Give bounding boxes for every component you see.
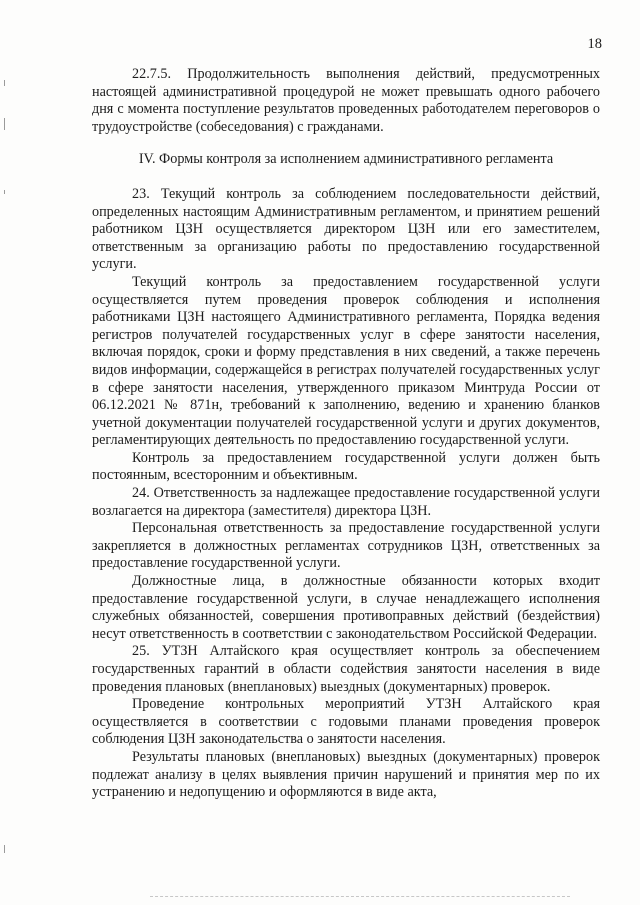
scan-margin-mark — [4, 118, 5, 130]
paragraph-25: 25. УТЗН Алтайского края осуществляет контроль за обеспечением государственных гарантий в области содействия занятости населения в виде проведения плановых (внеплановых) выездных (документарных) проверок. — [92, 643, 600, 695]
section-heading: IV. Формы контроля за исполнением административного регламента — [138, 151, 554, 168]
paragraph-22-7-5: 22.7.5. Продолжительность выполнения действий, предусмотренных настоящей административной процедурой не может превышать одного рабочего дня с момента поступление результатов проведенных работодателем переговоров о трудоустройстве (собеседования) с гражданами. — [92, 66, 600, 135]
paragraph-officials-responsibility: Должностные лица, в должностные обязанности которых входит предоставление государственной услуги, в случае ненадлежащего исполнения служебных обязанностей, совершения противоправных действий (бездействия) несут ответственность в соответствии с законодательством Российской Федерации. — [92, 573, 600, 642]
scan-margin-mark — [4, 845, 5, 853]
paragraph-control-nature: Контроль за предоставлением государственной услуги должен быть постоянным, всесторонним и объективным. — [92, 449, 600, 484]
document-body — [92, 66, 600, 802]
paragraph-personal-responsibility: Персональная ответственность за предоставление государственной услуги закрепляется в должностных регламентах сотрудников ЦЗН, ответственных за предоставление государственной услуги. — [92, 520, 600, 572]
paragraph-control-events: Проведение контрольных мероприятий УТЗН Алтайского края осуществляется в соответствии с годовыми планами проведения проверок соблюдения ЦЗН законодательства о занятости населения. — [92, 696, 600, 748]
scan-margin-mark — [4, 80, 5, 86]
paragraph-inspection-results: Результаты плановых (внеплановых) выездных (документарных) проверок подлежат анализу в целях выявления причин нарушений и принятия мер по их устранению и недопущению и оформляются в виде акта, — [92, 748, 600, 801]
scan-margin-mark — [4, 190, 5, 194]
page-number: 18 — [587, 36, 602, 52]
paragraph-23: 23. Текущий контроль за соблюдением последовательности действий, определенных настоящим Административным регламентом, и принятием решений работником ЦЗН осуществляется директором ЦЗН или его заместителем, ответственным за организацию работы по предоставлению государственной услуги. — [92, 185, 600, 273]
paragraph-24: 24. Ответственность за надлежащее предоставление государственной услуги возлагается на директора (заместителя) директора ЦЗН. — [92, 485, 600, 519]
scan-bottom-line — [150, 896, 570, 897]
paragraph-current-control: Текущий контроль за предоставлением государственной услуги осуществляется путем проведения проверок соблюдения и исполнения работниками ЦЗН настоящего Административного регламента, Порядка ведения регистров получателей государственных услуг в сфере занятости населения, включая порядок, сроки и форму представления в них сведений, а также перечень видов информации, содержащейся в регистрах получателей государственных услуг в сфере занятости населения, утвержденного приказом Минтруда России от 06.12.2021 № 871н, требований к заполнению, ведению и хранению бланков учетной документации получателей государственной услуги и других документов, регламентирующих деятельность по предоставлению государственной услуги. — [92, 273, 600, 449]
